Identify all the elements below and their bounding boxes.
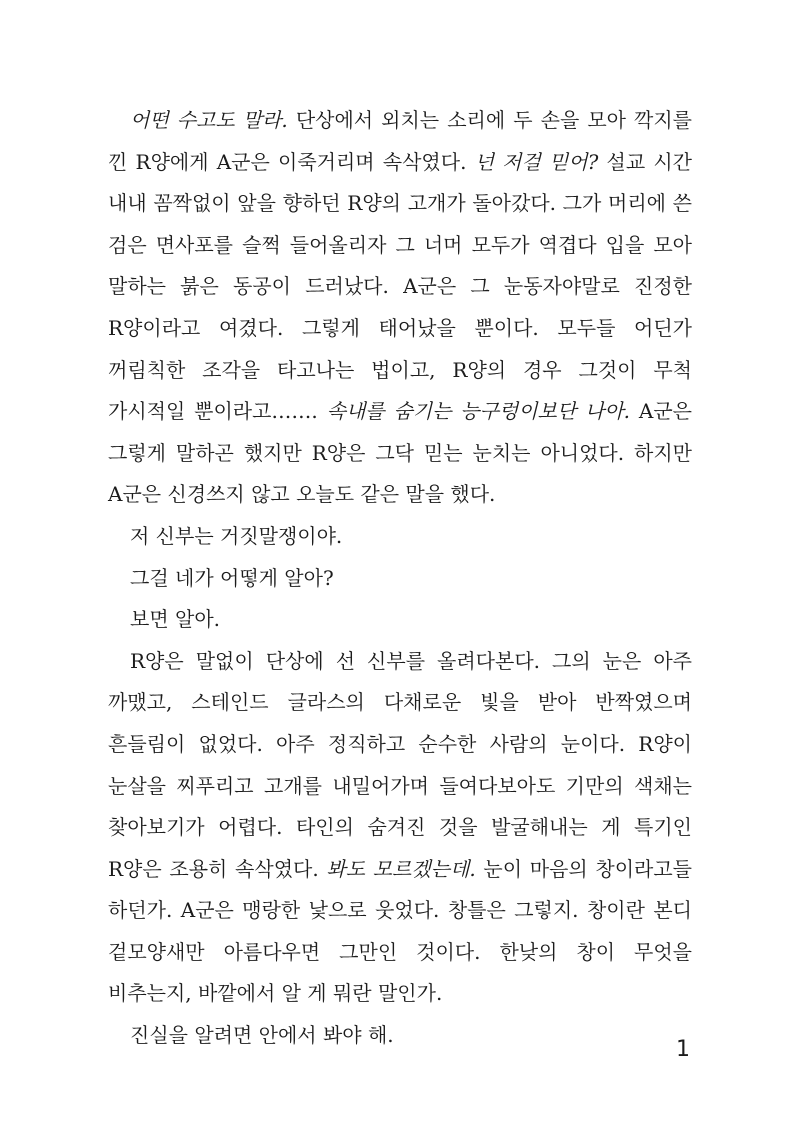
text-run: A군은 그렇게 말하곤 했지만 R양은 그닥 믿는 눈치는 아니었다. 하지만 A군은 신경쓰지 않고 오늘도 같은 말을 했다. bbox=[108, 399, 692, 507]
text-run: 속내를 숨기는 능구렁이보단 나아. bbox=[326, 399, 631, 424]
paragraph-2 bbox=[108, 516, 692, 558]
paragraph-3 bbox=[108, 558, 692, 600]
paragraph-1 bbox=[108, 100, 692, 516]
text-run: 봐도 모르겠는데. bbox=[326, 856, 476, 881]
paragraph-4 bbox=[108, 599, 692, 641]
text-run: 설교 시간 내내 꼼짝없이 앞을 향하던 R양의 고개가 돌아갔다. 그가 머리에 쓴 검은 면사포를 슬쩍 들어올리자 그 너머 모두가 역겹다 입을 모아 말하는 붉은 동공이 드러났다. A군은 그 눈동자야말로 진정한 R양이라고 여겼다. 그렇게 태어났을 뿐이다. 모두들 어딘가 꺼림칙한 조각을 타고나는 법이고, R양의 경우 그것이 무척 가시적일 뿐이라고……. bbox=[108, 149, 693, 424]
text-run: 진실을 알려면 안에서 봐야 해. bbox=[130, 1023, 394, 1048]
text-run: 그걸 네가 어떻게 알아? bbox=[130, 565, 334, 590]
text-run: 넌 저걸 믿어? bbox=[474, 149, 599, 174]
paragraph-6 bbox=[108, 1015, 692, 1057]
document-body bbox=[108, 100, 692, 1057]
page-number: 1 bbox=[676, 1037, 690, 1062]
text-run: 어떤 수고도 말라. bbox=[130, 108, 288, 132]
text-run: 저 신부는 거짓말쟁이야. bbox=[130, 523, 343, 548]
text-run: R양은 말없이 단상에 선 신부를 올려다본다. 그의 눈은 아주 까맸고, 스테인드 글라스의 다채로운 빛을 받아 반짝였으며 흔들림이 없었다. 아주 정직하고 순수한 사람의 눈이다. R양이 눈살을 찌푸리고 고개를 내밀어가며 들여다보아도 기만의 색채는 찾아보기가 어렵다. 타인의 숨겨진 것을 발굴해내는 게 특기인 R양은 조용히 속삭였다. bbox=[108, 648, 692, 881]
text-run: 보면 알아. bbox=[130, 607, 220, 632]
text-run: 눈이 마음의 창이라고들 하던가. A군은 맹랑한 낯으로 웃었다. 창틀은 그렇지. 창이란 본디 겉모양새만 아름다우면 그만인 것이다. 한낮의 창이 무엇을 비추는지, 바깥에서 알 게 뭐란 말인가. bbox=[108, 856, 692, 1006]
paragraph-5 bbox=[108, 641, 692, 1015]
text-run: 단상에서 외치는 소리에 두 손을 모아 깍지를 낀 R양에게 A군은 이죽거리며 속삭였다. bbox=[108, 108, 693, 174]
